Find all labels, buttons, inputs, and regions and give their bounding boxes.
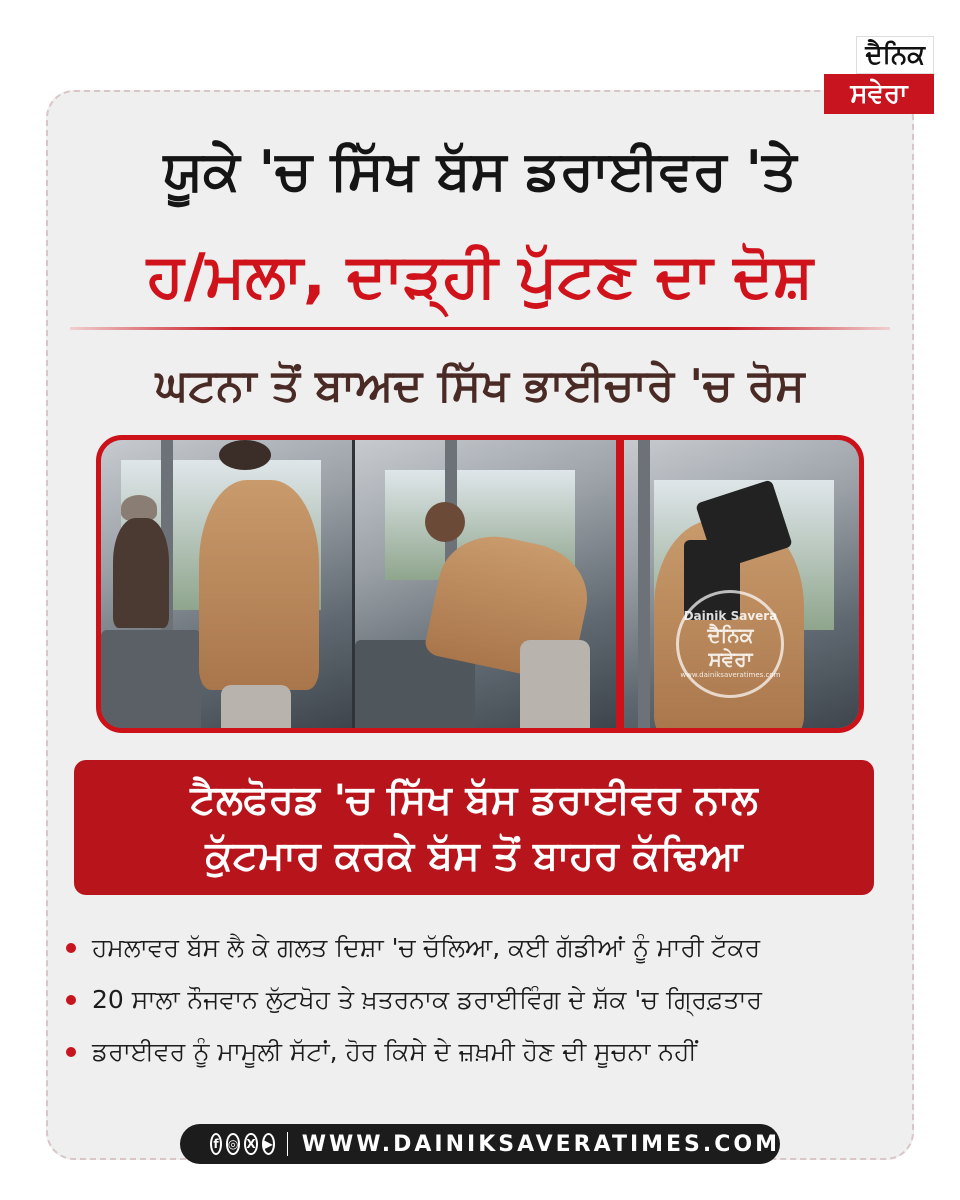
facebook-icon[interactable]: f	[210, 1133, 222, 1155]
list-item	[66, 922, 906, 974]
headline-line-1: ਯੂਕੇ 'ਚ ਸਿੱਖ ਬੱਸ ਡਰਾਈਵਰ 'ਤੇ	[163, 139, 797, 202]
footer-bar	[180, 1124, 780, 1164]
bullet-list	[66, 922, 906, 1078]
website-link[interactable]: WWW.DAINIKSAVERATIMES.COM	[301, 1131, 780, 1157]
footer-separator	[287, 1132, 288, 1156]
bullet-dot-icon	[66, 995, 76, 1005]
divider	[70, 327, 890, 330]
x-icon[interactable]: X	[244, 1133, 257, 1155]
highlight-banner	[74, 760, 874, 895]
watermark-top-text: Dainik Savera	[683, 609, 778, 623]
headline-line-2: ਹ/ਮਲਾ, ਦਾੜ੍ਹੀ ਪੁੱਟਣ ਦਾ ਦੋਸ਼	[146, 241, 814, 311]
bullet-dot-icon	[66, 1047, 76, 1057]
watermark-middle-bottom: ਸਵੇਰਾ	[708, 647, 753, 671]
photo-frame-3	[616, 440, 859, 728]
bullet-text: ਡਰਾਈਵਰ ਨੂੰ ਮਾਮੂਲੀ ਸੱਟਾਂ, ਹੋਰ ਕਿਸੇ ਦੇ ਜ਼ਖ਼ਮੀ ਹੋਣ ਦੀ ਸੂਚਨਾ ਨਹੀਂ	[92, 1037, 697, 1066]
banner-line-2: ਕੁੱਟਮਾਰ ਕਰਕੇ ਬੱਸ ਤੋਂ ਬਾਹਰ ਕੱਢਿਆ	[205, 832, 743, 879]
brand-logo	[826, 36, 934, 120]
watermark-seal	[676, 590, 784, 698]
watermark-bottom-text: www.dainiksaveratimes.com	[680, 671, 781, 679]
list-item	[66, 1026, 906, 1078]
photo-strip	[96, 435, 864, 733]
logo-top-text: ਦੈਨਿਕ	[856, 36, 934, 74]
youtube-icon[interactable]: ▶	[262, 1133, 275, 1155]
bullet-dot-icon	[66, 943, 76, 953]
watermark-middle-top: ਦੈਨਿਕ	[707, 623, 754, 647]
list-item	[66, 974, 906, 1026]
photo-frame-2	[352, 440, 616, 728]
photo-frame-1	[101, 440, 352, 728]
bullet-text: 20 ਸਾਲਾ ਨੌਜਵਾਨ ਲੁੱਟਖੋਹ ਤੇ ਖ਼ਤਰਨਾਕ ਡਰਾਈਵਿੰਗ ਦੇ ਸ਼ੱਕ 'ਚ ਗ੍ਰਿਫ਼ਤਾਰ	[92, 985, 763, 1014]
banner-line-1: ਟੈਲਫੋਰਡ 'ਚ ਸਿੱਖ ਬੱਸ ਡਰਾਈਵਰ ਨਾਲ	[190, 776, 758, 823]
instagram-icon[interactable]: ◎	[226, 1133, 240, 1155]
bullet-text: ਹਮਲਾਵਰ ਬੱਸ ਲੈ ਕੇ ਗਲਤ ਦਿਸ਼ਾ 'ਚ ਚੱਲਿਆ, ਕਈ ਗੱਡੀਆਂ ਨੂੰ ਮਾਰੀ ਟੱਕਰ	[92, 933, 761, 962]
logo-bottom-text: ਸਵੇਰਾ	[824, 74, 934, 114]
subheadline: ਘਟਨਾ ਤੋਂ ਬਾਅਦ ਸਿੱਖ ਭਾਈਚਾਰੇ 'ਚ ਰੋਸ	[155, 360, 805, 411]
